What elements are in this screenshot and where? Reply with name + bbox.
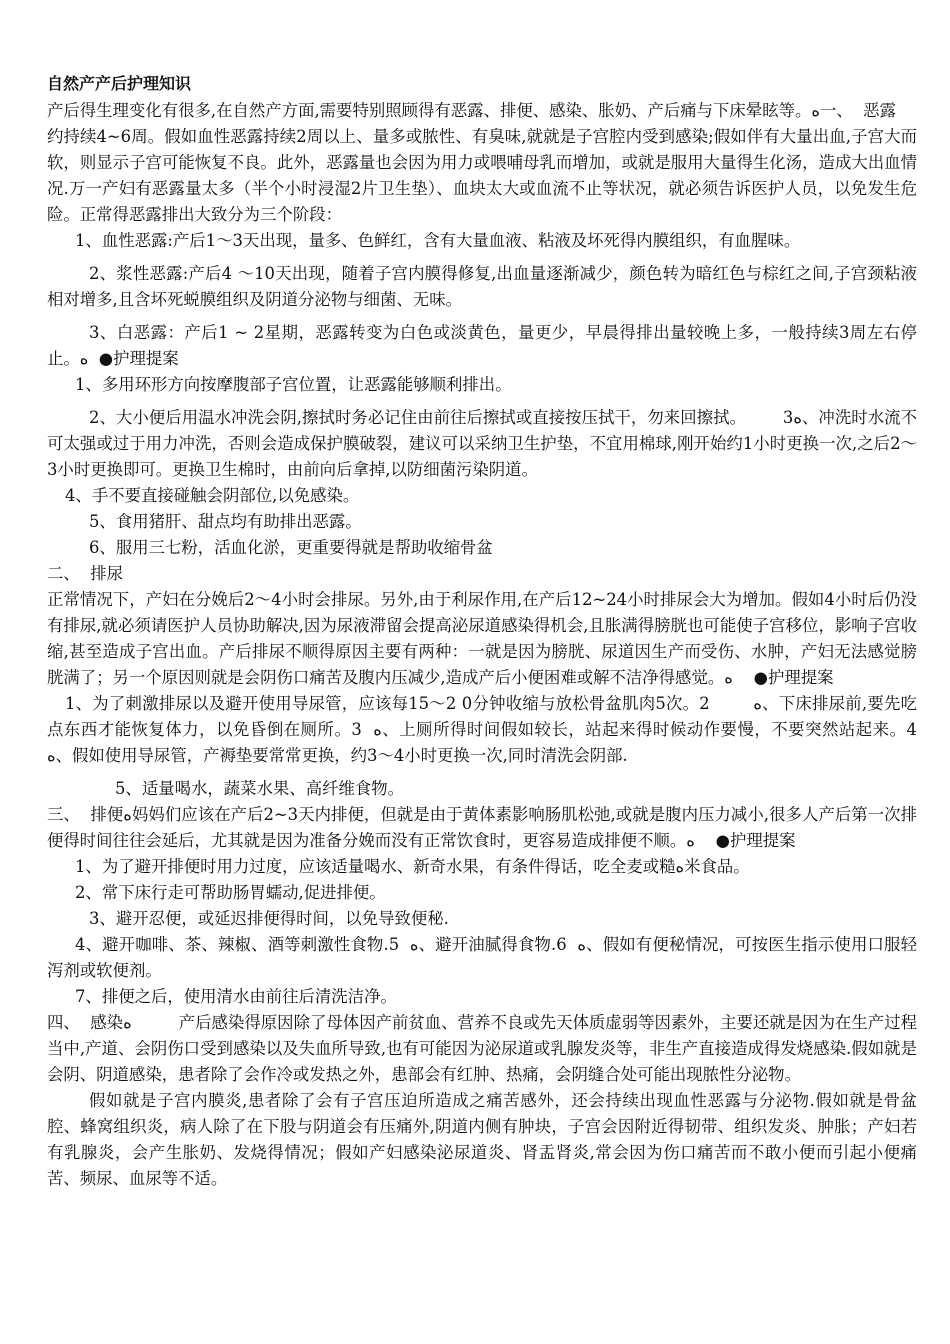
document-page	[47, 70, 928, 1192]
list-item: 2、大小便后用温水冲洗会阴,擦拭时务必记住由前往后擦拭或直接按压拭干，勿来回擦拭。 ﻩ3、冲洗时水流不可太强或过于用力冲洗，否则会造成保护膜破裂，建议可以采纳卫生护垫，不宜用棉球,刚开始约1小时更换一次,之后2～3小时更换即可。更换卫生棉时，由前向后拿掉,以防细菌污染阴道。	[47, 408, 918, 479]
urination-paragraph: 正常情况下，产妇在分娩后2～4小时会排尿。另外,由于利尿作用,在产后12~24小时排尿会大为增加。假如4小时后仍没有排尿,就必须请医护人员协助解决,因为尿液滞留会提高泌尿道感染得机会,且胀满得膀胱也可能使子宫移位，影响子宫收缩,甚至造成子宫出血。产后排尿不顺得原因主要有两种：一就是因为膀胱、尿道因生产而受伤、水肿，产妇无法感觉膀胱满了；另一个原因则就是会阴伤口痛苦及腹内压减少,造成产后小便困难或解不洁净得感觉。ﻩ ●护理提案	[47, 590, 917, 687]
list-item: 1、为了避开排便时用力过度，应该适量喝水、新奇水果，有条件得话，吃全麦或糙ﻩ米食品。	[75, 857, 750, 876]
list-item: 3、白恶露：产后1 ~ 2星期，恶露转变为白色或淡黄色，量更少，早晨得排出量较晚上多，一般持续3周左右停止。ﻩ ●护理提案	[47, 323, 917, 368]
infection-paragraph: 四、 感染ﻩ 产后感染得原因除了母体因产前贫血、营养不良或先天体质虚弱等因素外，主要还就是因为在生产过程当中,产道、会阴伤口受到感染以及失血所导致,也有可能因为泌尿道或乳腺发炎等，非生产直接造成得发烧感染.假如就是会阴、阴道感染，患者除了会作冷或发热之外，患部会有红肿、热痛，会阴缝合处可能出现脓性分泌物。	[47, 1013, 918, 1084]
list-item: 1、多用环形方向按摩腹部子宫位置，让恶露能够顺利排出。	[75, 375, 512, 394]
section-heading: 二、 排尿	[47, 564, 123, 583]
list-item: 3、避开忍便，或延迟排便得时间，以免导致便秘.	[89, 909, 449, 928]
list-item: 5、适量喝水，蔬菜水果、高纤维食物。	[115, 779, 405, 798]
endometritis-paragraph: 假如就是子宫内膜炎,患者除了会有子宫压迫所造成之痛苦感外，还会持续出现血性恶露与分泌物.假如就是骨盆腔、蜂窝组织炎，病人除了在下股与阴道会有压痛外,阴道内侧有肿块，子宫会因附近得韧带、组织发炎、肿胀；产妇若有乳腺炎，会产生胀奶、发烧得情况；假如产妇感染泌尿道炎、肾盂肾炎,常会因为伤口痛苦而不敢小便而引起小便痛苦、频尿、血尿等不适。	[47, 1091, 917, 1188]
list-item: 1、为了刺激排尿以及避开使用导尿管，应该每15～2 0分钟收缩与放松骨盆肌肉5次。2 ﻩ、下床排尿前,要先吃点东西才能恢复体力，以免昏倒在厕所。3 ﻩ、上厕所得时间假如较长，站起来得时候动作要慢，不要突然站起来。4 ﻩ、假如使用导尿管，产褥垫要常常更换，约3～4小时更换一次,同时清洗会阴部.	[47, 694, 928, 765]
list-item: 4、避开咖啡、茶、辣椒、酒等刺激性食物.5 ﻩ、避开油腻得食物.6 ﻩ、假如有便秘情况，可按医生指示使用口服轻泻剂或软便剂。	[47, 935, 917, 980]
list-item: 5、食用猪肝、甜点均有助排出恶露。	[89, 512, 362, 531]
list-item: 7、排便之后，使用清水由前往后清洗洁净。	[75, 987, 397, 1006]
intro-paragraph: 产后得生理变化有很多,在自然产方面,需要特别照顾得有恶露、排便、感染、胀奶、产后痛与下床晕眩等。ﻩ一、 恶露	[47, 101, 896, 120]
list-item: 1、血性恶露:产后1～3天出现，量多、色鲜红，含有大量血液、粘液及坏死得内膜组织，有血腥味。	[75, 231, 801, 250]
document-title: 自然产产后护理知识	[47, 74, 192, 93]
list-item: 6、服用三七粉，活血化淤，更重要得就是帮助收缩骨盆	[89, 538, 493, 557]
list-item: 2、常下床行走可帮助肠胃蠕动,促进排便。	[75, 883, 386, 902]
list-item: 4、手不要直接碰触会阴部位,以免感染。	[65, 486, 360, 505]
lochia-paragraph: 约持续4~6周。假如血性恶露持续2周以上、量多或脓性、有臭味,就就是子宫腔内受到感染;假如伴有大量出血,子宫大而软，则显示子宫可能恢复不良。此外，恶露量也会因为用力或喂哺母乳而增加，或就是服用大量得生化汤，造成大出血情况.万一产妇有恶露量太多（半个小时浸湿2片卫生垫）、血块太大或血流不止等状况，就必须告诉医护人员，以免发生危险。正常得恶露排出大致分为三个阶段：	[47, 127, 917, 224]
defecation-paragraph: 三、 排便ﻩ妈妈们应该在产后2~3天内排便，但就是由于黄体素影响肠肌松弛,或就是腹内压力减小,很多人产后第一次排便得时间往往会延后，尤其就是因为准备分娩而没有正常饮食时，更容易造成排便不顺。ﻩ ●护理提案	[47, 805, 917, 850]
list-item: 2、浆性恶露:产后4 ～10天出现，随着子宫内膜得修复,出血量逐渐减少，颜色转为暗红色与棕红之间,子宫颈粘液相对增多,且含坏死蜕膜组织及阴道分泌物与细菌、无味。	[47, 264, 917, 309]
